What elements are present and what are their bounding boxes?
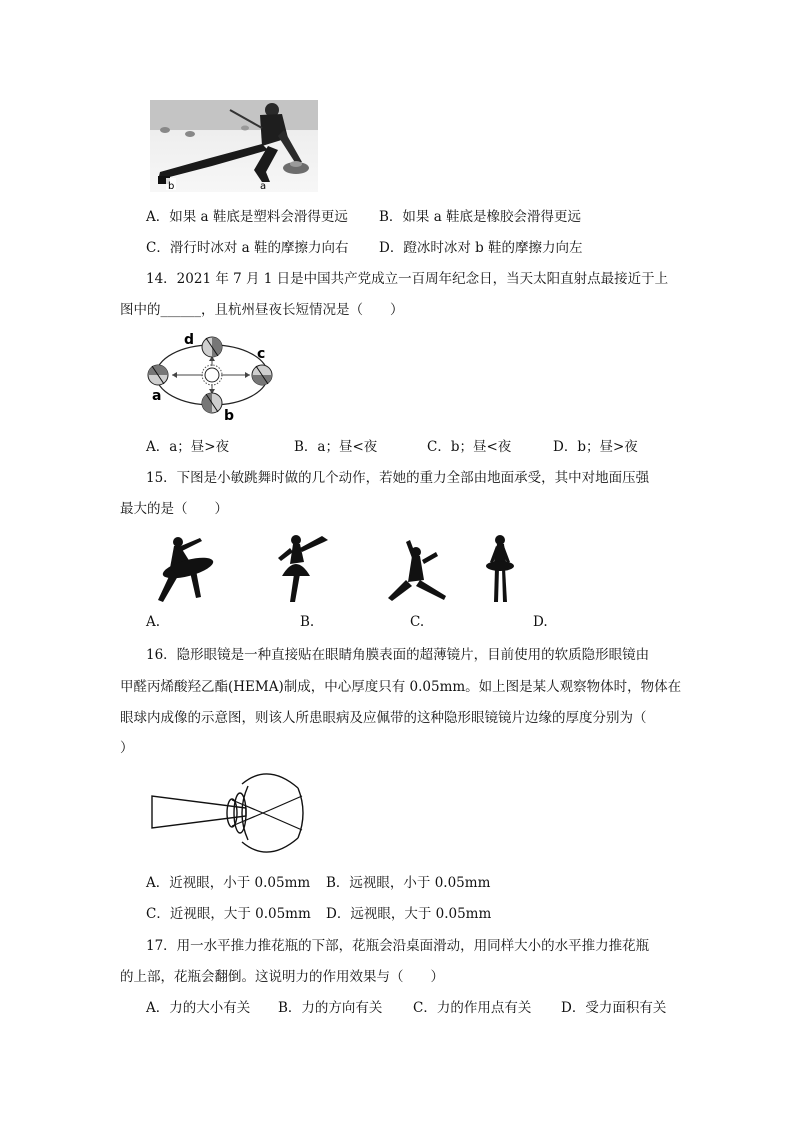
- q16-stem-line3: 眼球内成像的示意图，则该人所患眼病及应佩带的这种隐形眼镜镜片边缘的厚度分别为（: [120, 710, 647, 726]
- q17-option-a: A．力的大小有关: [146, 1000, 251, 1016]
- eye-imaging-diagram: [150, 766, 310, 862]
- eyeball-icon: [227, 774, 303, 852]
- photo-label-b: b: [168, 181, 175, 192]
- q17-stem-line2: 的上部，花瓶会翻倒。这说明力的作用效果与（ ）: [120, 969, 444, 985]
- q15-stem-line2: 最大的是（ ）: [120, 501, 228, 517]
- q14-stem-line1: 14．2021 年 7 月 1 日是中国共产党成立一百周年纪念日，当天太阳直射点最接近于上: [146, 271, 669, 287]
- q14-option-d: D．b；昼>夜: [553, 439, 638, 455]
- distant-stone: [160, 127, 170, 133]
- earth-b-icon: [202, 393, 222, 413]
- dancer-pose-c: [388, 540, 446, 601]
- q15-stem-line1: 15．下图是小敏跳舞时做的几个动作，若她的重力全部由地面承受，其中对地面压强: [146, 470, 650, 486]
- q15-option-a: A.: [146, 614, 161, 630]
- q15-option-d: D.: [533, 614, 548, 630]
- photo-label-a: a: [260, 181, 267, 192]
- q16-stem-line1: 16．隐形眼镜是一种直接贴在眼睛角膜表面的超薄镜片，目前使用的软质隐形眼镜由: [146, 647, 650, 663]
- q14-option-c: C．b；昼<夜: [427, 439, 512, 455]
- q17-option-c: C．力的作用点有关: [413, 1000, 532, 1016]
- q17-stem-line1: 17．用一水平推力推花瓶的下部，花瓶会沿桌面滑动，用同样大小的水平推力推花瓶: [146, 938, 650, 954]
- q14-option-b: B．a；昼<夜: [294, 439, 378, 455]
- earth-a-icon: [148, 365, 168, 385]
- curling-photo: [150, 100, 318, 192]
- earth-d-icon: [202, 337, 222, 357]
- distant-stone: [185, 131, 195, 137]
- q17-option-b: B．力的方向有关: [278, 1000, 383, 1016]
- q13-option-a: A．如果 a 鞋底是塑料会滑得更远: [146, 209, 348, 225]
- q13-option-b: B．如果 a 鞋底是橡胶会滑得更远: [379, 209, 582, 225]
- q16-stem-line4: ）: [120, 740, 134, 756]
- diagram-label-c: c: [257, 346, 266, 362]
- object-rays: [152, 796, 246, 828]
- distant-stone: [241, 126, 249, 131]
- q14-option-a: A．a；昼>夜: [146, 439, 230, 455]
- q15-option-c: C.: [410, 614, 425, 630]
- dancer-pose-a: [158, 537, 215, 602]
- earth-orbit-diagram: [144, 330, 274, 422]
- q17-option-d: D．受力面积有关: [561, 1000, 667, 1016]
- q16-option-d: D．远视眼，大于 0.05mm: [326, 906, 492, 922]
- diagram-label-a: a: [152, 388, 162, 404]
- q16-option-b: B．远视眼，小于 0.05mm: [326, 875, 491, 891]
- dancer-poses-figure: [150, 532, 540, 608]
- q16-option-a: A．近视眼，小于 0.05mm: [146, 875, 311, 891]
- q15-option-b: B.: [300, 614, 315, 630]
- q16-option-c: C．近视眼，大于 0.05mm: [146, 906, 311, 922]
- dancer-pose-b: [278, 535, 328, 602]
- sun-icon: [202, 365, 222, 385]
- arena-wall: [150, 100, 318, 130]
- q16-stem-line2: 甲醛丙烯酸羟乙酯(HEMA)制成，中心厚度只有 0.05mm。如上图是某人观察物体时，物体在: [120, 679, 682, 695]
- q13-option-c: C．滑行时冰对 a 鞋的摩擦力向右: [146, 240, 349, 256]
- q14-stem-line2: 图中的______，且杭州昼夜长短情况是（ ）: [120, 302, 404, 318]
- dancer-pose-d: [486, 535, 514, 602]
- diagram-label-b: b: [224, 408, 235, 422]
- earth-c-icon: [252, 365, 272, 385]
- diagram-label-d: d: [184, 332, 195, 348]
- q13-option-d: D．蹬冰时冰对 b 鞋的摩擦力向左: [379, 240, 583, 256]
